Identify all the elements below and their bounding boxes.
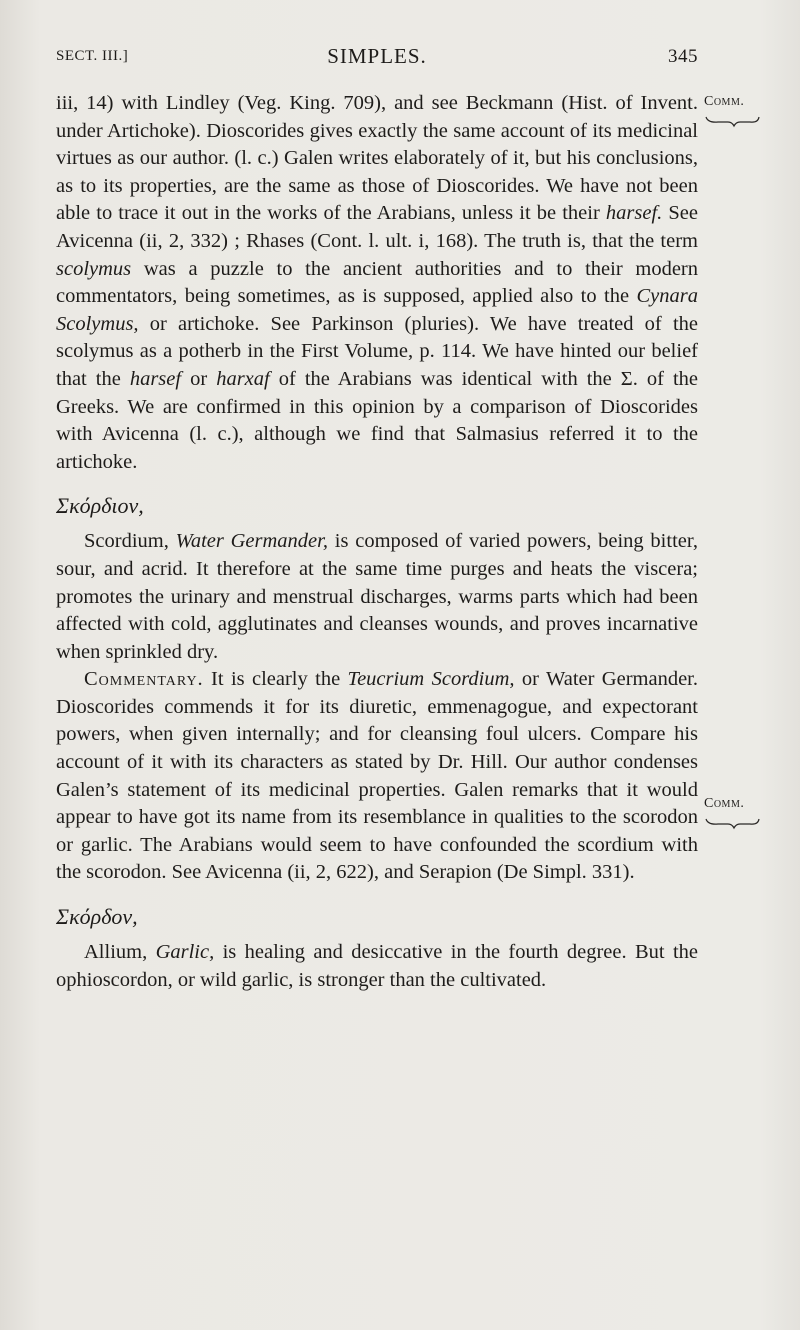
- entry-heading-skordion: Σκόρδιον,: [56, 493, 144, 519]
- entry-heading-skordon: Σκόρδον,: [56, 904, 138, 930]
- paragraph-scordium: Scordium, Water Germander, is composed of varied powers, being bitter, sour, and acrid. It therefore at the same time purges and heats the viscera; promotes the urinary and menstrual discharges, warms parts which had been affected with cold, agglutinates and cleanses wounds, and proves incarnative when sprinkled dry.: [56, 530, 698, 663]
- page-title: SIMPLES.: [327, 44, 427, 68]
- paragraph-commentary-continued: iii, 14) with Lindley (Veg. King. 709), and see Beckmann (Hist. of Invent. under Artichoke). Dioscorides gives exactly the same account of its medicinal virtues as our author. (l. c.) Galen writes elaborately of it, but his conclusions, as to its properties, are the same as those of Dioscorides. We have not been able to trace it out in the works of the Arabians, unless it be their harsef. See Avicenna (ii, 2, 332) ; Rhases (Cont. l. ult. i, 168). The truth is, that the term scolymus was a puzzle to the ancient authorities and to their modern commentators, being sometimes, as is supposed, applied also to the Cynara Scolymus, or artichoke. See Parkinson (pluries). We have treated of the scolymus as a potherb in the First Volume, p. 114. We have hinted our belief that the harsef or harxaf of the Arabians was identical with the Σ. of the Greeks. We are confirmed in this opinion by a comparison of Dioscorides with Avicenna (l. c.), although we find that Salmasius referred it to the artichoke.: [56, 92, 698, 473]
- margin-note-comm-1: Comm.: [704, 94, 745, 109]
- paragraph-allium: Allium, Garlic, is healing and desiccative in the fourth degree. But the ophioscordon, or wild garlic, is stronger than the cultivated.: [56, 941, 698, 991]
- margin-brace-icon: [704, 816, 760, 830]
- margin-brace-icon: [704, 114, 760, 128]
- page-body: [56, 90, 698, 994]
- paragraph-commentary-scordium: Commentary. It is clearly the Teucrium Scordium, or Water Germander. Dioscorides commends it for its diuretic, emmenagogue, and expectorant powers, when given internally; and for cleansing foul ulcers. Compare his account of it with its characters as stated by Dr. Hill. Our author condenses Galen’s statement of its medicinal properties. Galen remarks that it would appear to have got its name from its resemblance in qualities to the scorodon or garlic. The Arabians would seem to have confounded the scordium with the scorodon. See Avicenna (ii, 2, 622), and Serapion (De Simpl. 331).: [56, 668, 698, 884]
- page-number: 345: [668, 46, 698, 67]
- running-header: [56, 44, 698, 74]
- commentary-label: Commentary.: [84, 668, 204, 691]
- section-label: SECT. III.]: [56, 48, 129, 64]
- margin-note-comm-2: Comm.: [704, 796, 745, 811]
